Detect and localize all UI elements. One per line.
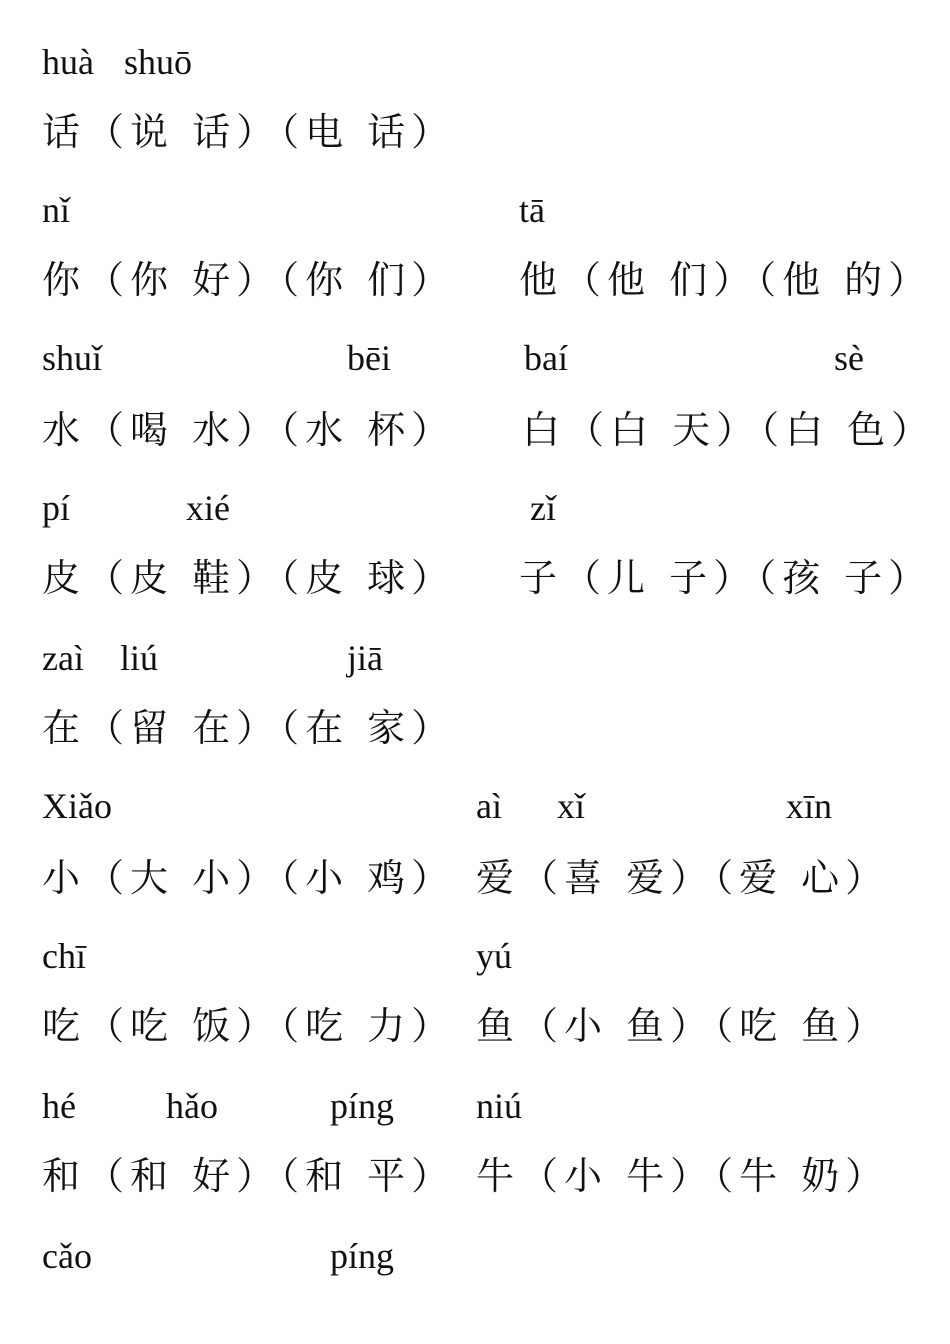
hanzi-zi: 子（儿 子）（孩 子）: [519, 556, 933, 600]
pinyin-xiao: Xiǎo: [42, 786, 112, 826]
hanzi-yu: 鱼（小 鱼）（吃 鱼）: [476, 1004, 890, 1048]
pinyin-ta: tā: [519, 190, 545, 230]
pinyin-liu: liú: [120, 638, 159, 678]
pinyin-pi: pí: [42, 488, 71, 528]
hanzi-xiao: 小（大 小）（小 鸡）: [42, 856, 456, 900]
pinyin-ai: aì: [476, 786, 502, 826]
hanzi-hua: 话（说 话）（电 话）: [42, 110, 456, 154]
pinyin-bai: baí: [524, 338, 568, 378]
hanzi-pi: 皮（皮 鞋）（皮 球）: [42, 556, 456, 600]
hanzi-niu: 牛（小 牛）（牛 奶）: [476, 1154, 890, 1198]
hanzi-shui: 水（喝 水）（水 杯）: [42, 408, 456, 452]
pinyin-shuo: shuō: [124, 42, 193, 82]
pinyin-xi: xǐ: [557, 786, 586, 826]
pinyin-jia: jiā: [347, 638, 383, 678]
pinyin-ping: píng: [330, 1086, 395, 1126]
hanzi-chi: 吃（吃 饭）（吃 力）: [42, 1004, 456, 1048]
pinyin-xin: xīn: [786, 786, 833, 826]
pinyin-he: hé: [42, 1086, 76, 1126]
pinyin-zi: zǐ: [530, 488, 556, 528]
pinyin-yu: yú: [476, 936, 512, 976]
pinyin-cao: cǎo: [42, 1236, 92, 1276]
pinyin-hao: hǎo: [166, 1086, 218, 1126]
pinyin-niu: niú: [476, 1086, 523, 1126]
hanzi-ni: 你（你 好）（你 们）: [42, 258, 456, 302]
pinyin-ni: nǐ: [42, 190, 71, 230]
pinyin-xie: xié: [186, 488, 230, 528]
hanzi-bai: 白（白 天）（白 色）: [522, 408, 936, 452]
hanzi-ta: 他（他 们）（他 的）: [519, 258, 933, 302]
pinyin-chi: chī: [42, 936, 86, 976]
pinyin-hua: huà: [42, 42, 94, 82]
pinyin-zai: zaì: [42, 638, 84, 678]
pinyin-shui: shuǐ: [42, 338, 103, 378]
hanzi-zai: 在（留 在）（在 家）: [42, 706, 456, 750]
hanzi-ai: 爱（喜 爱）（爱 心）: [476, 856, 890, 900]
pinyin-bei: bēi: [347, 338, 391, 378]
hanzi-he: 和（和 好）（和 平）: [42, 1154, 456, 1198]
pinyin-se: sè: [834, 338, 864, 378]
pinyin-ping-2: píng: [330, 1236, 395, 1276]
